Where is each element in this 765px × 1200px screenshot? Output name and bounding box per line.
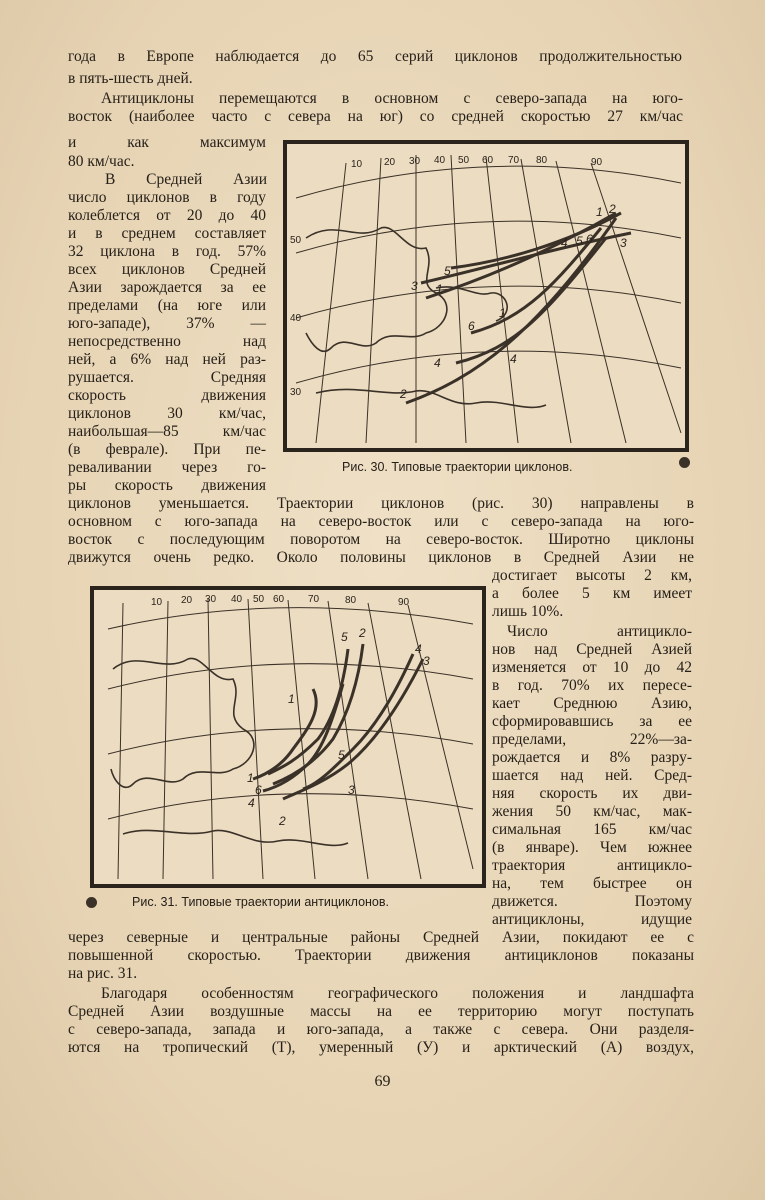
text-line: ры скорость движения [68,477,266,494]
figure30-lon-label: 80 [536,155,548,166]
meridian-line [248,599,263,879]
text-line: няя скорость их дви- [492,785,692,802]
figure30-track-label: 5 [576,234,583,248]
cyclone-track [421,233,631,283]
figure30-track-label: 6 [586,232,593,246]
figure30-lon-label: 90 [591,157,603,168]
text-line: восток (наиболее часто с севера на юг) со средней скоростью 27 км/час [68,108,683,125]
text-line: Число антицикло- [507,623,692,640]
figure31-lon-label: 60 [273,594,285,605]
latitude-line [108,794,473,819]
figure31-track-label: 5 [338,748,345,762]
text-line: через северные и центральные районы Средней Азии, покидают ее с [68,929,694,946]
figure30-lon-label: 40 [434,155,446,166]
text-line: В Средней Азии [105,171,267,188]
figure30-lat-label: 30 [290,387,302,398]
text-line: Благодаря особенностям географического положения и ландшафта [101,985,694,1002]
text-line: (в январе). Чем южнее [492,839,692,856]
text-line: изменяется от 10 до 42 [492,659,692,676]
meridian-line [118,603,123,879]
figure31-lon-label: 80 [345,595,357,606]
figure30-lat-label: 50 [290,235,302,246]
text-line: лишь 10%. [492,603,564,620]
figure30-lon-label: 10 [351,159,363,170]
text-line: 32 циклона в год. 57% [68,243,266,260]
meridian-line [368,603,421,879]
meridian-line [208,599,213,879]
figure30-track-label: 4 [510,352,517,366]
text-line: на рис. 31. [68,965,138,982]
text-line: на, тем быстрее он [492,875,692,892]
text-line: всех циклонов Средней [68,261,266,278]
figure30-track-label: 1 [436,282,443,296]
text-line: циклонов 30 км/час, [68,405,266,422]
page-number: 69 [374,1073,391,1090]
figure30-lon-label: 20 [384,157,396,168]
figure31-track-label: 2 [359,626,366,640]
figure-31-map [90,586,486,888]
text-line: Антициклоны перемещаются в основном с северо-запада на юго- [101,90,683,107]
text-line: Азии зарождается за ее [68,279,266,296]
text-line: симальная 165 км/час [492,821,692,838]
cyclone-trajectories-map [286,143,686,449]
text-line: 80 км/час. [68,153,135,170]
figure-30-caption: Рис. 30. Типовые траектории циклонов. [342,460,573,474]
coastline [123,830,348,845]
text-line: юго-западе), 37% — [68,315,266,332]
text-line: рождается и 8% разру- [492,749,692,766]
figure31-lon-label: 90 [398,597,410,608]
figure30-track-label: 2 [400,387,407,401]
figure30-track-label: 6 [468,319,475,333]
figure30-track-label: 4 [561,236,568,250]
figure31-lon-label: 20 [181,595,193,606]
coastline [111,658,254,787]
text-line: основном с юго-запада на северо-восток или с северо-запада на юго- [68,513,694,530]
meridian-line [521,159,571,443]
figure31-track-label: 2 [279,814,286,828]
text-line: жения 50 км/час, мак- [492,803,692,820]
text-line: число циклонов в году [68,189,266,206]
text-line: сформировавшись за ее [492,713,692,730]
text-line: восток с последующим поворотом на северо-восток. Широтно циклоны [68,531,694,548]
meridian-line [486,157,518,443]
figure30-track-label: 3 [411,279,418,293]
text-line: траектория антицикло- [492,857,692,874]
text-line: кает Среднюю Азию, [492,695,692,712]
text-line: нов над Средней Азией [492,641,692,658]
figure31-lon-label: 70 [308,594,320,605]
text-line: антициклоны, идущие [492,911,692,928]
figure31-track-label: 4 [415,642,422,656]
text-line: циклонов уменьшается. Траектории циклонов (рис. 30) направлены в [68,495,694,512]
figure30-track-label: 1 [596,205,603,219]
text-line: движутся очень редко. Около половины циклонов в Средней Азии не [68,549,694,566]
figure30-lon-label: 70 [508,155,520,166]
meridian-line [451,155,466,443]
figure30-track-label: 4 [434,356,441,370]
text-line: в пять-шесть дней. [68,70,193,87]
text-line: пределами, 22%—за- [492,731,692,748]
text-line: пределами (на юге или [68,297,266,314]
figure31-lon-label: 10 [151,597,163,608]
text-line: повышенной скоростью. Траектории движения антициклонов показаны [68,947,694,964]
figure30-lon-label: 60 [482,155,494,166]
figure31-track-label: 3 [348,783,355,797]
text-line: ней, а 6% над ней раз- [68,351,266,368]
text-line: с северо-запада, запада и юго-запада, а также с севера. Они разделя- [68,1021,694,1038]
text-line: и как максимум [68,134,266,151]
figure31-track-label: 6 [255,783,262,797]
text-line: шается над ней. Сред- [492,767,692,784]
text-line: наибольшая—85 км/час [68,423,266,440]
anticyclone-trajectories-map [93,589,483,885]
text-line: реваливании через го- [68,459,266,476]
figure-31-caption: Рис. 31. Типовые траектории антициклонов. [132,895,389,909]
figure30-lon-label: 50 [458,155,470,166]
text-line: непосредственно над [68,333,266,350]
figure30-track-label: 3 [620,236,627,250]
figure31-track-label: 4 [248,796,255,810]
figure30-lon-label: 30 [409,156,421,167]
figure30-track-label: 2 [609,202,616,216]
meridian-line [316,163,346,443]
meridian-line [591,163,681,433]
figure31-lon-label: 30 [205,594,217,605]
text-line: рушается. Средняя [68,369,266,386]
figure31-lon-label: 50 [253,594,265,605]
text-line: колеблется от 20 до 40 [68,207,266,224]
figure31-track-label: 1 [247,771,254,785]
text-line: в год. 70% их пересе- [492,677,692,694]
figure31-track-label: 3 [423,654,430,668]
text-line: а более 5 км имеет [492,585,692,602]
bullet-dot [86,897,97,908]
latitude-line [296,351,681,383]
text-line: движется. Поэтому [492,893,692,910]
figure31-track-label: 1 [288,692,295,706]
text-line: года в Европе наблюдается до 65 серий циклонов продолжительностью [68,48,682,65]
text-line: ются на тропический (Т), умеренный (У) и арктический (А) воздух, [68,1039,694,1056]
bullet-dot [679,457,690,468]
figure30-lat-label: 40 [290,313,302,324]
text-line: (в феврале). При пе- [68,441,266,458]
figure-30-map [283,140,689,452]
text-line: скорость движения [68,387,266,404]
figure31-lon-label: 40 [231,594,243,605]
latitude-line [296,286,681,318]
meridian-line [163,601,168,879]
text-line: Средней Азии воздушные массы на ее территорию могут поступать [68,1003,694,1020]
text-line: достигает высоты 2 км, [492,567,692,584]
figure30-track-label: 5 [444,264,451,278]
figure30-track-label: 1 [499,306,506,320]
figure31-track-label: 5 [341,630,348,644]
text-line: и в среднем составляет [68,225,266,242]
